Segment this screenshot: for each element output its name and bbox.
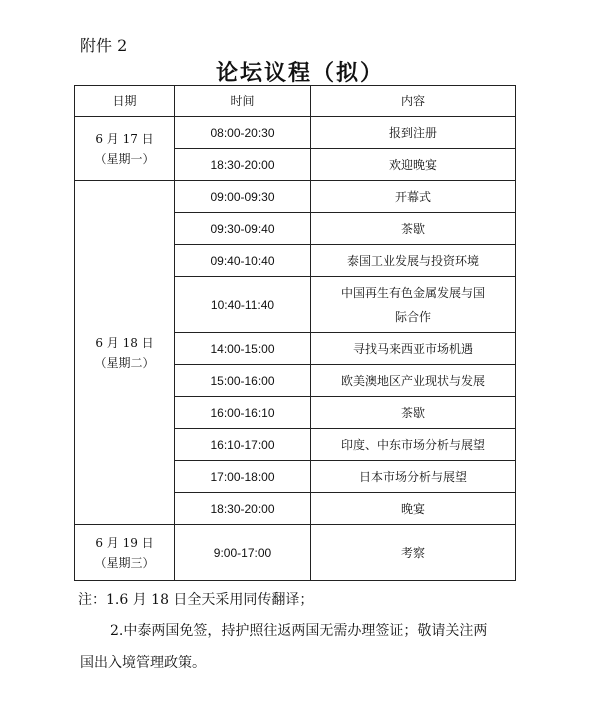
table-row xyxy=(75,525,516,581)
time-cell: 14:00-15:00 xyxy=(175,333,311,365)
time-cell: 10:40-11:40 xyxy=(175,277,311,333)
content-line: 中国再生有色金属发展与国 xyxy=(340,285,485,300)
weekday-text: （星期一） xyxy=(94,151,155,166)
date-text: 6 月 17 日 xyxy=(95,131,154,146)
note-line-3: 国出入境管理政策。 xyxy=(80,655,206,671)
table-row xyxy=(75,181,516,213)
content-cell: 晚宴 xyxy=(311,493,516,525)
date-cell xyxy=(75,117,175,181)
content-cell: 寻找马来西亚市场机遇 xyxy=(311,333,516,365)
content-cell: 考察 xyxy=(311,525,516,581)
content-cell: 茶歇 xyxy=(311,397,516,429)
content-cell: 印度、中东市场分析与展望 xyxy=(311,429,516,461)
agenda-table xyxy=(74,85,516,581)
time-cell: 9:00-17:00 xyxy=(175,525,311,581)
table-header-row xyxy=(75,86,516,117)
content-cell: 报到注册 xyxy=(311,117,516,149)
time-cell: 08:00-20:30 xyxy=(175,117,311,149)
time-cell: 15:00-16:00 xyxy=(175,365,311,397)
header-content: 内容 xyxy=(311,86,516,117)
date-text: 6 月 18 日 xyxy=(95,335,154,350)
time-cell: 16:10-17:00 xyxy=(175,429,311,461)
weekday-text: （星期二） xyxy=(94,355,155,370)
weekday-text: （星期三） xyxy=(94,555,155,570)
time-cell: 09:30-09:40 xyxy=(175,213,311,245)
date-cell xyxy=(75,181,175,525)
content-line: 际合作 xyxy=(394,309,431,324)
table-row xyxy=(75,117,516,149)
time-cell: 09:00-09:30 xyxy=(175,181,311,213)
time-cell: 18:30-20:00 xyxy=(175,149,311,181)
header-time: 时间 xyxy=(175,86,311,117)
content-cell: 开幕式 xyxy=(311,181,516,213)
content-cell: 欧美澳地区产业现状与发展 xyxy=(311,365,516,397)
date-text: 6 月 19 日 xyxy=(95,535,154,550)
time-cell: 09:40-10:40 xyxy=(175,245,311,277)
content-cell: 日本市场分析与展望 xyxy=(311,461,516,493)
header-date: 日期 xyxy=(75,86,175,117)
content-cell: 泰国工业发展与投资环境 xyxy=(311,245,516,277)
content-cell: 欢迎晚宴 xyxy=(311,149,516,181)
attachment-label: 附件 2 xyxy=(80,36,128,55)
content-cell xyxy=(311,277,516,333)
note-line-2: 2.中泰两国免签，持护照往返两国无需办理签证；敬请关注两 xyxy=(110,623,488,639)
page-title: 论坛议程（拟） xyxy=(215,60,384,86)
time-cell: 16:00-16:10 xyxy=(175,397,311,429)
time-cell: 17:00-18:00 xyxy=(175,461,311,493)
time-cell: 18:30-20:00 xyxy=(175,493,311,525)
content-cell: 茶歇 xyxy=(311,213,516,245)
note-line-1: 注：1.6 月 18 日全天采用同传翻译； xyxy=(78,592,314,608)
date-cell xyxy=(75,525,175,581)
